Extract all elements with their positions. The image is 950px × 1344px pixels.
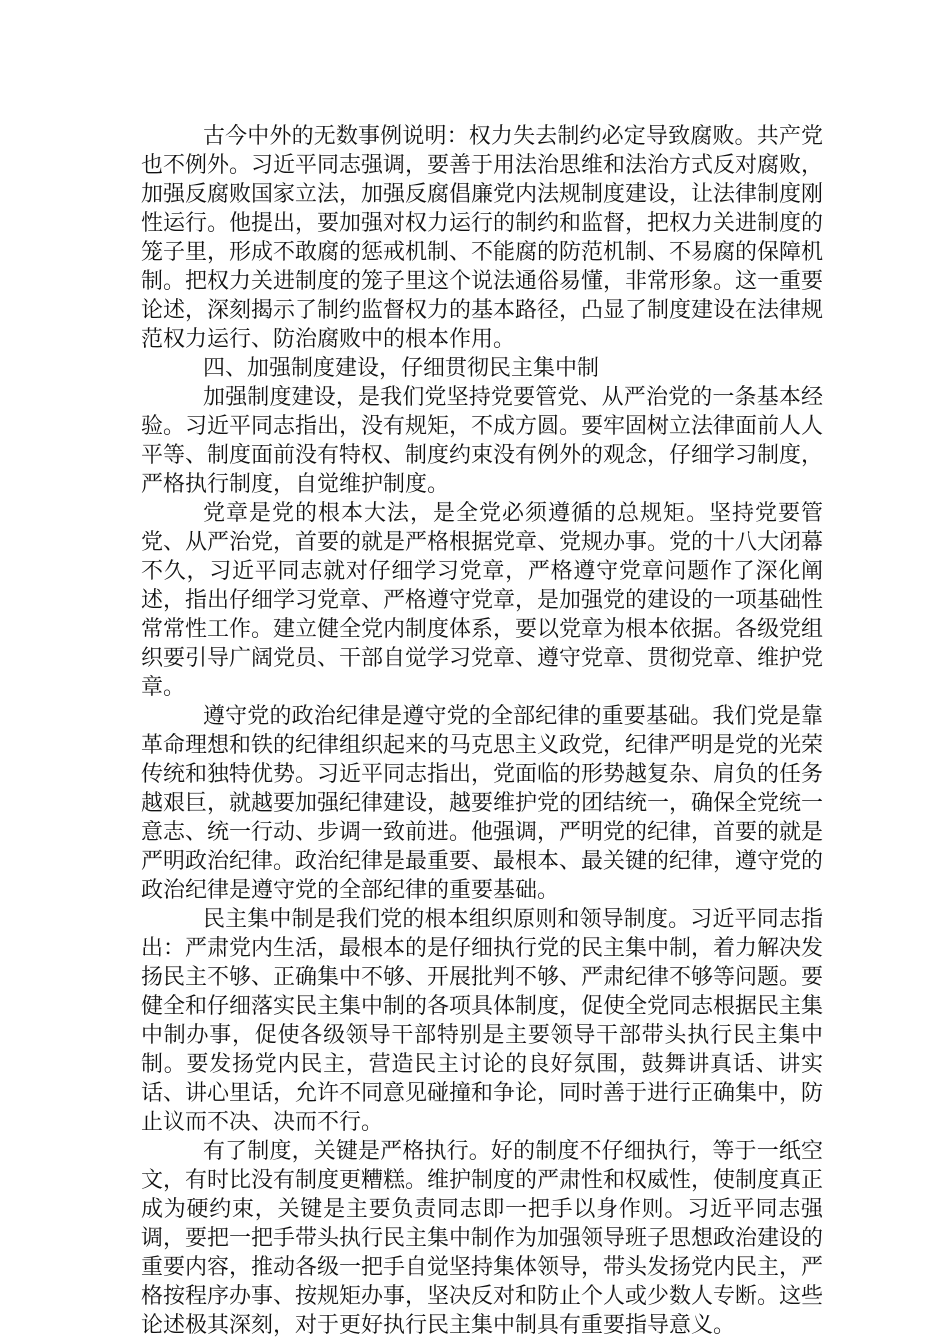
paragraph-party-constitution: 党章是党的根本大法，是全党必须遵循的总规矩。坚持党要管党、从严治党，首要的就是严格根据党章、党规办事。党的十八大闭幕不久，习近平同志就对仔细学习党章，严格遵守党章问题作了深化阐述，指出仔细学习党章、严格遵守党章，是加强党的建设的一项基础性常常性工作。建立健全党内制度体系，要以党章为根本依据。各级党组织要引导广阔党员、干部自觉学习党章、遵守党章、贯彻党章、维护党章。 <box>141 501 824 700</box>
paragraph-political-discipline: 遵守党的政治纪律是遵守党的全部纪律的重要基础。我们党是靠革命理想和铁的纪律组织起来的马克思主义政党，纪律严明是党的光荣传统和独特优势。习近平同志指出，党面临的形势越复杂、肩负的任务越艰巨，就越要加强纪律建设，越要维护党的团结统一，确保全党统一意志、统一行动、步调一致前进。他强调，严明党的纪律，首要的就是严明政治纪律。政治纪律是最重要、最根本、最关键的纪律，遵守党的政治纪律是遵守党的全部纪律的重要基础。 <box>141 704 824 903</box>
paragraph-strict-execution: 有了制度，关键是严格执行。好的制度不仔细执行，等于一纸空文，有时比没有制度更糟糕。维护制度的严肃性和权威性，使制度真正成为硬约束，关键是主要负责同志即一把手以身作则。习近平同志强调，要把一把手带头执行民主集中制作为加强领导班子思想政治建设的重要内容，推动各级一把手自觉坚持集体领导，带头发扬党内民主，严格按程序办事、按规矩办事，坚决反对和防止个人或少数人专断。这些论述极其深刻，对于更好执行民主集中制具有重要指导意义。 <box>141 1139 824 1338</box>
paragraph-system-building: 加强制度建设，是我们党坚持党要管党、从严治党的一条基本经验。习近平同志指出，没有规矩，不成方圆。要牢固树立法律面前人人平等、制度面前没有特权、制度约束没有例外的观念，仔细学习制度，严格执行制度，自觉维护制度。 <box>141 385 824 497</box>
section-heading: 四、加强制度建设，仔细贯彻民主集中制 <box>203 356 600 381</box>
document-body <box>141 122 823 1340</box>
paragraph-democratic-centralism: 民主集中制是我们党的根本组织原则和领导制度。习近平同志指出：严肃党内生活，最根本的是仔细执行党的民主集中制，着力解决发扬民主不够、正确集中不够、开展批判不够、严肃纪律不够等问题。要健全和仔细落实民主集中制的各项具体制度，促使全党同志根据民主集中制办事，促使各级领导干部特别是主要领导干部带头执行民主集中制。要发扬党内民主，营造民主讨论的良好氛围，鼓舞讲真话、讲实话、讲心里话，允许不同意见碰撞和争论，同时善于进行正确集中，防止议而不决、决而不行。 <box>141 907 824 1135</box>
paragraph-power-restraint: 古今中外的无数事例说明：权力失去制约必定导致腐败。共产党也不例外。习近平同志强调，要善于用法治思维和法治方式反对腐败，加强反腐败国家立法，加强反腐倡廉党内法规制度建设，让法律制度刚性运行。他提出，要加强对权力运行的制约和监督，把权力关进制度的笼子里，形成不敢腐的惩戒机制、不能腐的防范机制、不易腐的保障机制。把权力关进制度的笼子里这个说法通俗易懂，非常形象。这一重要论述，深刻揭示了制约监督权力的基本路径，凸显了制度建设在法律规范权力运行、防治腐败中的根本作用。 <box>141 124 824 352</box>
